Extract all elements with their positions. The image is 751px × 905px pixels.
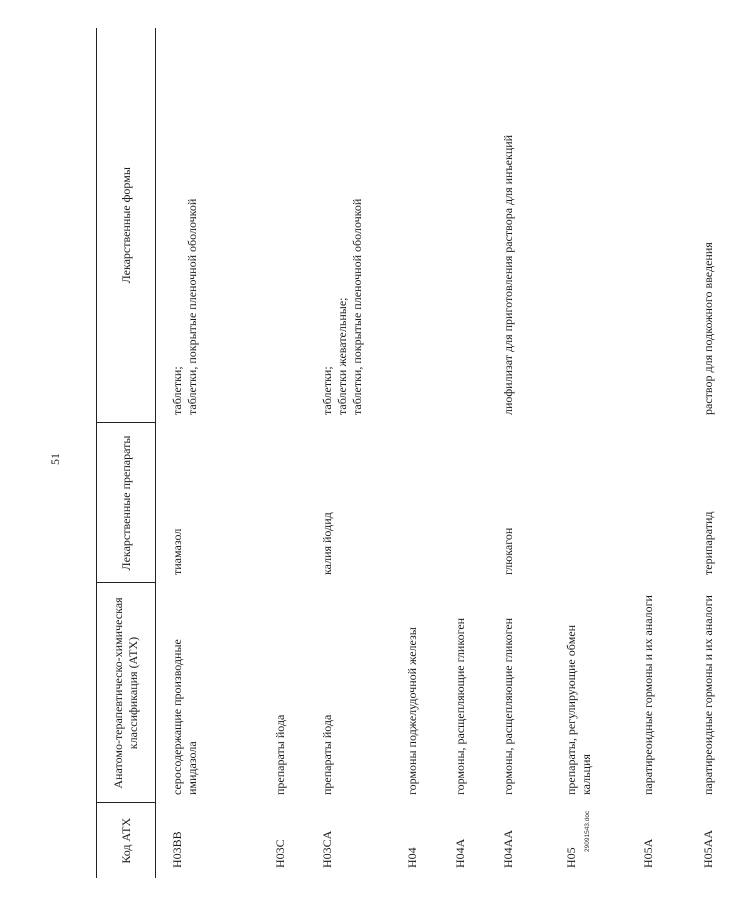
- cell-classification: препараты йода: [320, 714, 334, 795]
- cell-code: H03BB: [170, 831, 184, 868]
- header-forms: Лекарственные формы: [97, 28, 156, 423]
- table-header-row: [97, 28, 156, 878]
- cell-forms: [156, 28, 260, 423]
- table-row: [156, 28, 260, 878]
- cell-code: H04AA: [501, 830, 515, 868]
- cell-code: H05A: [641, 838, 655, 868]
- cell-classification: препараты йода: [273, 714, 287, 795]
- cell-drug: глюкагон: [501, 527, 515, 575]
- cell-classification: паратиреоидные гормоны и их аналоги: [641, 595, 655, 795]
- cell-classification: серосодержащие производные имидазола: [170, 639, 199, 795]
- header-classification: Анатомо-терапевтическо-химическая классификация (АТХ): [97, 583, 156, 803]
- table-row: [487, 28, 550, 878]
- cell-code: H04A: [453, 838, 467, 868]
- form-line: раствор для подкожного введения: [701, 242, 715, 415]
- form-line: таблетки, покрытые пленочной оболочкой: [185, 198, 199, 415]
- table-row: [439, 28, 487, 878]
- cell-code: H03C: [273, 839, 287, 868]
- footer-filename: 29091543.doc: [584, 810, 591, 852]
- cell-forms: [259, 28, 306, 423]
- cell-drug: [259, 423, 306, 583]
- cell-code: H04: [405, 847, 419, 868]
- cell-classification: гормоны поджелудочной железы: [405, 627, 419, 795]
- cell-drug: тиамазол: [170, 528, 184, 575]
- table-row: [259, 28, 306, 878]
- atc-table: [96, 28, 751, 878]
- cell-code: H05: [564, 847, 578, 868]
- cell-forms: [487, 28, 550, 423]
- table-row: [306, 28, 391, 878]
- table-row: [391, 28, 439, 878]
- cell-forms: [550, 28, 627, 423]
- table-row: [687, 28, 751, 878]
- cell-drug: [627, 423, 687, 583]
- form-line: таблетки;: [320, 366, 334, 415]
- cell-forms: [391, 28, 439, 423]
- form-line: таблетки;: [170, 366, 184, 415]
- cell-code: H03CA: [320, 830, 334, 868]
- cell-drug: [439, 423, 487, 583]
- cell-drug: [391, 423, 439, 583]
- form-line: лиофилизат для приготовления раствора для инъекций: [501, 134, 515, 415]
- form-line: таблетки, покрытые пленочной оболочкой: [350, 198, 364, 415]
- table-row: [627, 28, 687, 878]
- cell-drug: [550, 423, 627, 583]
- cell-classification: гормоны, расщепляющие гликоген: [453, 617, 467, 795]
- atc-table-container: [96, 28, 715, 878]
- cell-classification: паратиреоидные гормоны и их аналоги: [701, 595, 715, 795]
- page-number: 51: [48, 453, 62, 465]
- cell-forms: [687, 28, 751, 423]
- header-code: Код АТХ: [97, 803, 156, 878]
- cell-drug: калия йодид: [320, 512, 334, 575]
- form-line: таблетки жевательные;: [335, 297, 349, 415]
- cell-forms: [439, 28, 487, 423]
- cell-code: H05AA: [701, 830, 715, 868]
- table-row: [550, 28, 627, 878]
- cell-classification: препараты, регулирующие обмен кальция: [564, 624, 593, 795]
- cell-classification: гормоны, расщепляющие гликоген: [501, 617, 515, 795]
- header-drugs: Лекарственные препараты: [97, 423, 156, 583]
- cell-forms: [306, 28, 391, 423]
- cell-drug: терипаратид: [701, 511, 715, 575]
- cell-forms: [627, 28, 687, 423]
